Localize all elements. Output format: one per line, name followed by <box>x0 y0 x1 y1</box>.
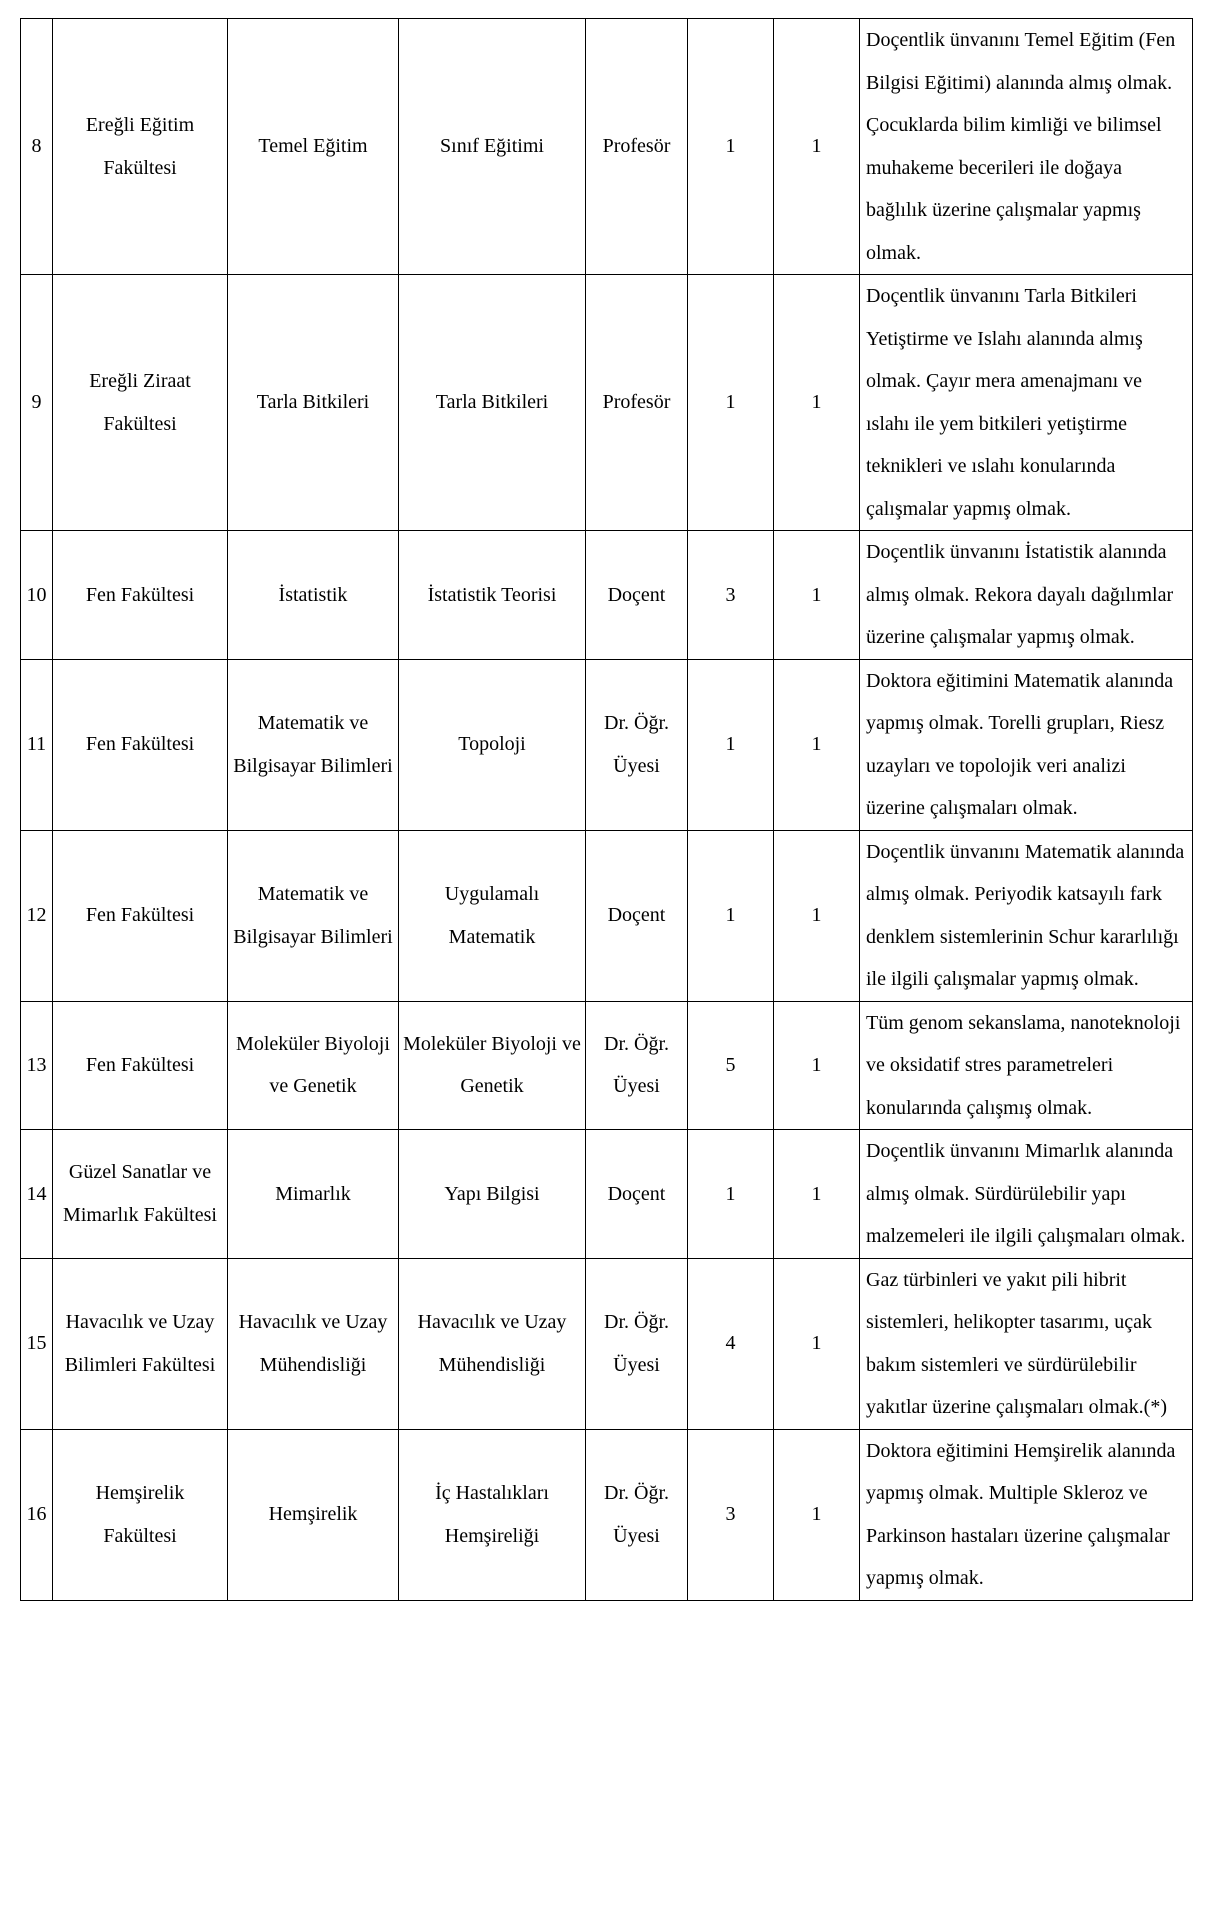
faculty-cell: Fen Fakültesi <box>53 531 228 660</box>
field-cell: İstatistik Teorisi <box>399 531 586 660</box>
faculty-cell: Fen Fakültesi <box>53 1001 228 1130</box>
level-cell: 1 <box>688 1130 774 1259</box>
count-cell: 1 <box>774 659 860 830</box>
row-number: 10 <box>21 531 53 660</box>
department-cell: Matematik ve Bilgisayar Bilimleri <box>228 659 399 830</box>
faculty-cell: Ereğli Eğitim Fakültesi <box>53 19 228 275</box>
department-cell: Hemşirelik <box>228 1429 399 1600</box>
table-row <box>21 275 1193 531</box>
department-cell: Matematik ve Bilgisayar Bilimleri <box>228 830 399 1001</box>
count-cell: 1 <box>774 1130 860 1259</box>
description-cell: Doçentlik ünvanını İstatistik alanında almış olmak. Rekora dayalı dağılımlar üzerine çalışmalar yapmış olmak. <box>860 531 1193 660</box>
count-cell: 1 <box>774 1258 860 1429</box>
table-row <box>21 659 1193 830</box>
table-row <box>21 1130 1193 1259</box>
title-cell: Dr. Öğr. Üyesi <box>586 1258 688 1429</box>
field-cell: İç Hastalıkları Hemşireliği <box>399 1429 586 1600</box>
description-cell: Doçentlik ünvanını Tarla Bitkileri Yetiştirme ve Islahı alanında almış olmak. Çayır mera amenajmanı ve ıslahı ile yem bitkileri yetiştirme teknikleri ve ıslahı konularında çalışmalar yapmış olmak. <box>860 275 1193 531</box>
level-cell: 4 <box>688 1258 774 1429</box>
table-row <box>21 1258 1193 1429</box>
count-cell: 1 <box>774 19 860 275</box>
title-cell: Profesör <box>586 275 688 531</box>
department-cell: İstatistik <box>228 531 399 660</box>
row-number: 9 <box>21 275 53 531</box>
row-number: 13 <box>21 1001 53 1130</box>
level-cell: 1 <box>688 275 774 531</box>
table-row <box>21 19 1193 275</box>
department-cell: Moleküler Biyoloji ve Genetik <box>228 1001 399 1130</box>
description-cell: Doktora eğitimini Hemşirelik alanında yapmış olmak. Multiple Skleroz ve Parkinson hastaları üzerine çalışmalar yapmış olmak. <box>860 1429 1193 1600</box>
faculty-cell: Ereğli Ziraat Fakültesi <box>53 275 228 531</box>
description-cell: Doçentlik ünvanını Temel Eğitim (Fen Bilgisi Eğitimi) alanında almış olmak. Çocuklarda bilim kimliği ve bilimsel muhakeme becerileri ile doğaya bağlılık üzerine çalışmalar yapmış olmak. <box>860 19 1193 275</box>
title-cell: Doçent <box>586 830 688 1001</box>
count-cell: 1 <box>774 531 860 660</box>
field-cell: Tarla Bitkileri <box>399 275 586 531</box>
count-cell: 1 <box>774 830 860 1001</box>
faculty-cell: Havacılık ve Uzay Bilimleri Fakültesi <box>53 1258 228 1429</box>
title-cell: Dr. Öğr. Üyesi <box>586 1001 688 1130</box>
row-number: 8 <box>21 19 53 275</box>
faculty-cell: Güzel Sanatlar ve Mimarlık Fakültesi <box>53 1130 228 1259</box>
field-cell: Yapı Bilgisi <box>399 1130 586 1259</box>
faculty-cell: Fen Fakültesi <box>53 659 228 830</box>
field-cell: Havacılık ve Uzay Mühendisliği <box>399 1258 586 1429</box>
row-number: 15 <box>21 1258 53 1429</box>
level-cell: 3 <box>688 531 774 660</box>
department-cell: Mimarlık <box>228 1130 399 1259</box>
count-cell: 1 <box>774 1429 860 1600</box>
count-cell: 1 <box>774 1001 860 1130</box>
table-row <box>21 531 1193 660</box>
table-row <box>21 1001 1193 1130</box>
faculty-cell: Hemşirelik Fakültesi <box>53 1429 228 1600</box>
level-cell: 1 <box>688 830 774 1001</box>
description-cell: Doktora eğitimini Matematik alanında yapmış olmak. Torelli grupları, Riesz uzayları ve topolojik veri analizi üzerine çalışmaları olmak. <box>860 659 1193 830</box>
title-cell: Doçent <box>586 531 688 660</box>
description-cell: Doçentlik ünvanını Mimarlık alanında almış olmak. Sürdürülebilir yapı malzemeleri ile ilgili çalışmaları olmak. <box>860 1130 1193 1259</box>
table-row <box>21 1429 1193 1600</box>
positions-table <box>20 18 1193 1601</box>
row-number: 11 <box>21 659 53 830</box>
description-cell: Doçentlik ünvanını Matematik alanında almış olmak. Periyodik katsayılı fark denklem sistemlerinin Schur kararlılığı ile ilgili çalışmalar yapmış olmak. <box>860 830 1193 1001</box>
level-cell: 5 <box>688 1001 774 1130</box>
department-cell: Havacılık ve Uzay Mühendisliği <box>228 1258 399 1429</box>
level-cell: 1 <box>688 19 774 275</box>
department-cell: Tarla Bitkileri <box>228 275 399 531</box>
title-cell: Profesör <box>586 19 688 275</box>
row-number: 14 <box>21 1130 53 1259</box>
description-cell: Tüm genom sekanslama, nanoteknoloji ve oksidatif stres parametreleri konularında çalışmış olmak. <box>860 1001 1193 1130</box>
title-cell: Dr. Öğr. Üyesi <box>586 1429 688 1600</box>
row-number: 12 <box>21 830 53 1001</box>
faculty-cell: Fen Fakültesi <box>53 830 228 1001</box>
level-cell: 3 <box>688 1429 774 1600</box>
title-cell: Dr. Öğr. Üyesi <box>586 659 688 830</box>
count-cell: 1 <box>774 275 860 531</box>
table-row <box>21 830 1193 1001</box>
field-cell: Topoloji <box>399 659 586 830</box>
field-cell: Uygulamalı Matematik <box>399 830 586 1001</box>
department-cell: Temel Eğitim <box>228 19 399 275</box>
description-cell: Gaz türbinleri ve yakıt pili hibrit sistemleri, helikopter tasarımı, uçak bakım sistemleri ve sürdürülebilir yakıtlar üzerine çalışmaları olmak.(*) <box>860 1258 1193 1429</box>
field-cell: Moleküler Biyoloji ve Genetik <box>399 1001 586 1130</box>
title-cell: Doçent <box>586 1130 688 1259</box>
level-cell: 1 <box>688 659 774 830</box>
row-number: 16 <box>21 1429 53 1600</box>
field-cell: Sınıf Eğitimi <box>399 19 586 275</box>
